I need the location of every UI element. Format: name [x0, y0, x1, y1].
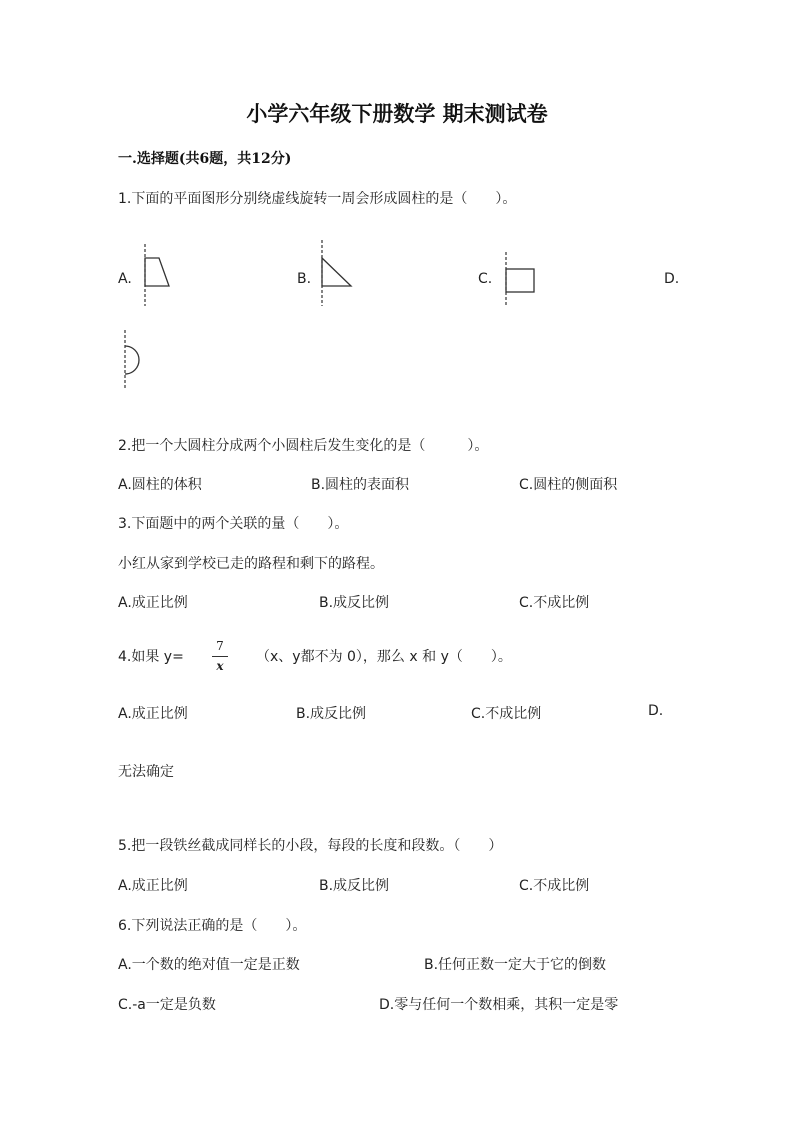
- fraction-numerator: 7: [216, 639, 224, 653]
- question-1-option-d[interactable]: D.: [664, 271, 680, 287]
- question-6-option-a[interactable]: A.一个数的绝对值一定是正数: [118, 957, 300, 973]
- question-6-option-d[interactable]: D.零与任何一个数相乘，其积一定是零: [379, 997, 619, 1013]
- fraction-seven-over-x: [212, 638, 228, 673]
- question-6-option-c[interactable]: C.-a一定是负数: [118, 997, 216, 1013]
- section-heading: 一.选择题(共6题，共12分): [118, 151, 292, 167]
- question-3-option-b[interactable]: B.成反比例: [319, 595, 390, 611]
- question-4-option-c[interactable]: C.不成比例: [471, 706, 542, 722]
- fraction-denominator: x: [216, 659, 224, 673]
- question-2-option-b[interactable]: B.圆柱的表面积: [311, 477, 410, 493]
- question-3-context: 小红从家到学校已走的路程和剩下的路程。: [118, 556, 384, 572]
- right-trapezoid-icon: [138, 244, 178, 306]
- question-4-stem-suffix: （x、y都不为 0），那么 x 和 y（ ）。: [256, 649, 512, 665]
- question-4-option-d-text[interactable]: 无法确定: [118, 764, 174, 780]
- page-title: 小学六年级下册数学 期末测试卷: [246, 101, 548, 126]
- question-1-option-c[interactable]: C.: [478, 271, 493, 287]
- question-3-option-a[interactable]: A.成正比例: [118, 595, 188, 611]
- question-4-option-b[interactable]: B.成反比例: [296, 706, 367, 722]
- question-3-option-c[interactable]: C.不成比例: [519, 595, 590, 611]
- question-2-stem: 2.把一个大圆柱分成两个小圆柱后发生变化的是（ ）。: [118, 438, 489, 454]
- question-2-option-a[interactable]: A.圆柱的体积: [118, 477, 202, 493]
- question-4-stem-prefix: 4.如果 y=: [118, 649, 184, 665]
- question-5-option-a[interactable]: A.成正比例: [118, 878, 188, 894]
- right-triangle-icon: [316, 240, 356, 306]
- question-6-option-b[interactable]: B.任何正数一定大于它的倒数: [424, 957, 607, 973]
- question-1-option-a[interactable]: A.: [118, 271, 132, 287]
- question-5-stem: 5.把一段铁丝截成同样长的小段，每段的长度和段数。（ ）: [118, 838, 503, 854]
- question-4-option-d[interactable]: D.: [648, 703, 664, 719]
- question-3-stem: 3.下面题中的两个关联的量（ ）。: [118, 516, 349, 532]
- question-1-stem: 1.下面的平面图形分别绕虚线旋转一周会形成圆柱的是（ ）。: [118, 191, 517, 207]
- question-6-stem: 6.下列说法正确的是（ ）。: [118, 918, 307, 934]
- question-4-option-a[interactable]: A.成正比例: [118, 706, 188, 722]
- semicircle-icon: [118, 330, 158, 390]
- rectangle-icon: [500, 252, 540, 306]
- question-5-option-b[interactable]: B.成反比例: [319, 878, 390, 894]
- question-5-option-c[interactable]: C.不成比例: [519, 878, 590, 894]
- question-2-option-c[interactable]: C.圆柱的侧面积: [519, 477, 618, 493]
- fraction-bar: [212, 656, 228, 657]
- question-1-option-b[interactable]: B.: [297, 271, 312, 287]
